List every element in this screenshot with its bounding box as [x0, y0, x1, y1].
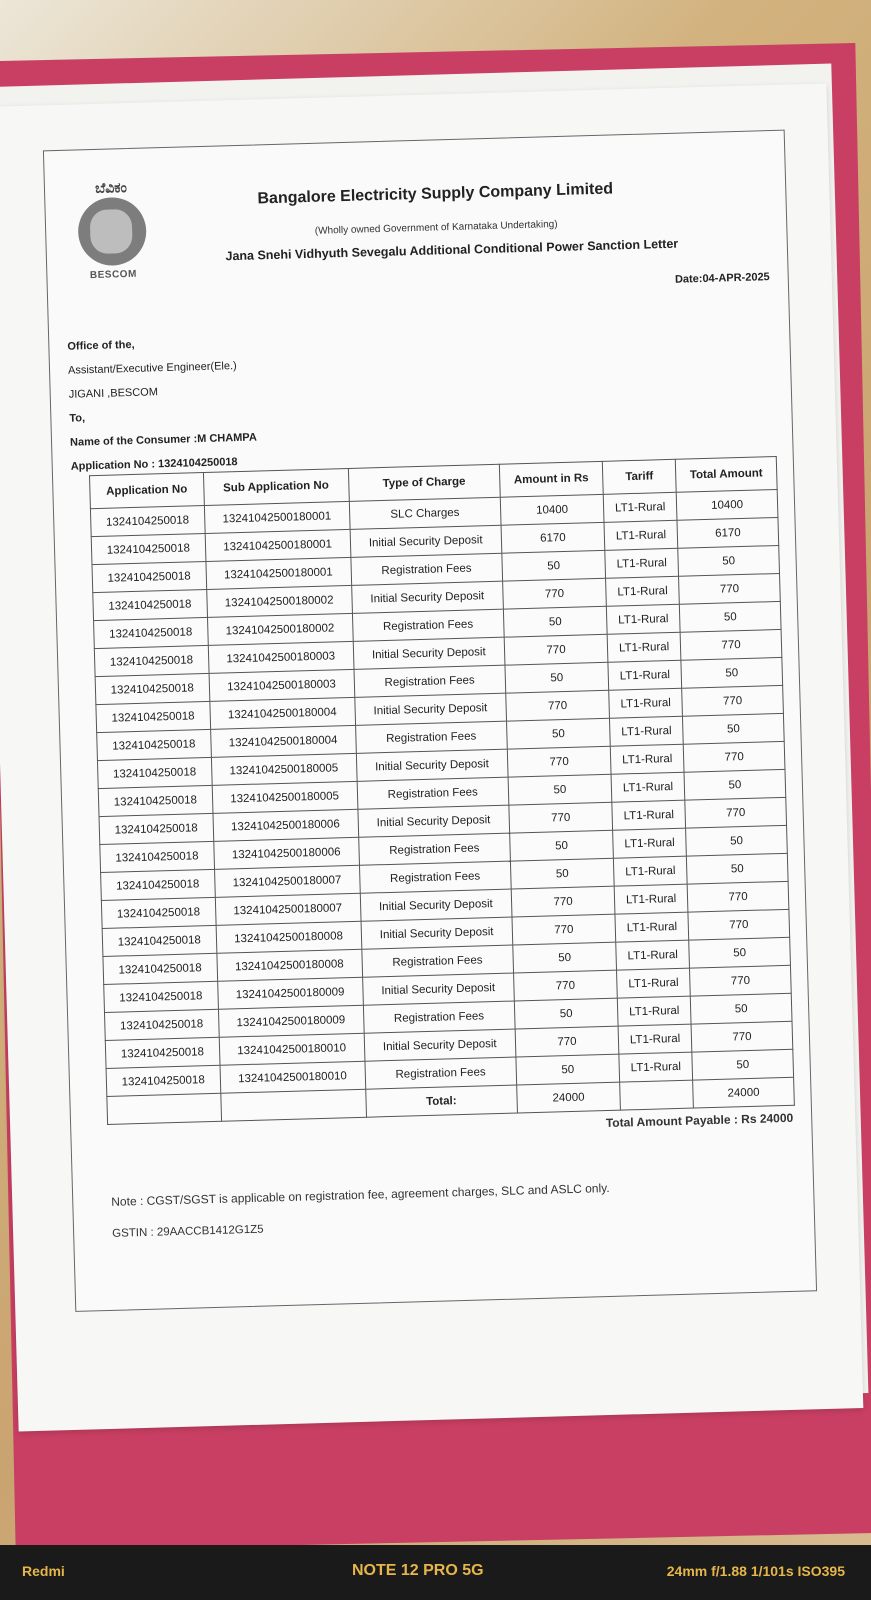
- tariff-cell: LT1-Rural: [611, 772, 685, 802]
- tariff-cell: LT1-Rural: [610, 744, 684, 774]
- sub-application-no-cell: 13241042500180002: [207, 613, 353, 645]
- tariff-cell: LT1-Rural: [609, 688, 683, 718]
- sub-application-no-cell: 13241042500180001: [204, 501, 350, 533]
- total-amount-cell: 50: [678, 545, 780, 576]
- amount-cell: 50: [505, 662, 609, 693]
- tariff-cell: LT1-Rural: [614, 884, 688, 914]
- letter-title: Jana Snehi Vidhyuth Sevegalu Additional Conditional Power Sanction Letter: [225, 236, 679, 264]
- total-amount-cell: 770: [690, 965, 792, 996]
- charge-type-cell: Initial Security Deposit: [351, 581, 503, 613]
- charges-table: [89, 456, 795, 1125]
- total-label: Total:: [365, 1085, 517, 1117]
- column-header: Total Amount: [675, 457, 777, 493]
- amount-cell: 770: [512, 914, 616, 945]
- charge-type-cell: Registration Fees: [357, 777, 509, 809]
- sub-application-no-cell: 13241042500180009: [217, 977, 363, 1009]
- total-amount-cell: 10400: [676, 489, 778, 520]
- tariff-cell: LT1-Rural: [618, 1024, 692, 1054]
- charge-type-cell: Registration Fees: [350, 553, 502, 585]
- tariff-cell: LT1-Rural: [607, 632, 681, 662]
- bescom-logo: [71, 178, 154, 280]
- sub-application-no-cell: 13241042500180001: [205, 529, 351, 561]
- amount-cell: 50: [506, 718, 610, 749]
- sub-application-no-cell: 13241042500180008: [216, 949, 362, 981]
- total-amount-cell: 50: [683, 713, 785, 744]
- application-number: Application No : 1324104250018: [70, 456, 238, 473]
- sub-application-no-cell: 13241042500180010: [220, 1061, 366, 1093]
- total-amount-payable: Total Amount Payable : Rs 24000: [605, 1110, 794, 1131]
- charge-type-cell: Registration Fees: [358, 833, 510, 865]
- column-header: Amount in Rs: [499, 461, 603, 497]
- total-amount-cell: 50: [689, 937, 791, 968]
- column-header: Type of Charge: [348, 464, 500, 501]
- application-no-cell: 1324104250018: [101, 869, 215, 900]
- sub-application-no-cell: 13241042500180003: [209, 669, 355, 701]
- tariff-cell: LT1-Rural: [617, 968, 691, 998]
- charge-type-cell: Registration Fees: [354, 665, 506, 697]
- application-no-cell: 1324104250018: [100, 841, 214, 872]
- application-no-cell: 1324104250018: [95, 673, 209, 704]
- sub-application-no-cell: 13241042500180002: [206, 585, 352, 617]
- designation: Assistant/Executive Engineer(Ele.): [67, 360, 237, 377]
- sub-application-no-cell: 13241042500180006: [213, 837, 359, 869]
- application-no-cell: 1324104250018: [90, 506, 204, 537]
- tariff-cell: LT1-Rural: [604, 520, 678, 550]
- application-no-cell: 1324104250018: [92, 561, 206, 592]
- sub-application-no-cell: 13241042500180010: [219, 1033, 365, 1065]
- tariff-cell: LT1-Rural: [616, 940, 690, 970]
- column-header: Sub Application No: [203, 468, 349, 505]
- sub-application-no-cell: 13241042500180005: [212, 781, 358, 813]
- amount-cell: 770: [515, 1026, 619, 1057]
- tariff-cell: LT1-Rural: [613, 856, 687, 886]
- undertaking-note: (Wholly owned Government of Karnataka Undertaking): [314, 219, 558, 237]
- application-no-cell: 1324104250018: [96, 701, 210, 732]
- total-amount-cell: 6170: [677, 517, 779, 548]
- total-amount-cell: 50: [679, 601, 781, 632]
- amount-cell: 770: [513, 970, 617, 1001]
- amount-cell: 770: [504, 634, 608, 665]
- tariff-cell: LT1-Rural: [613, 828, 687, 858]
- application-no-cell: 1324104250018: [101, 897, 215, 928]
- application-no-cell: 1324104250018: [106, 1065, 220, 1096]
- application-no-cell: 1324104250018: [104, 1009, 218, 1040]
- amount-cell: 50: [510, 858, 614, 889]
- amount-cell: 10400: [500, 494, 604, 525]
- amount-cell: 50: [508, 774, 612, 805]
- paper-sheet: [0, 83, 863, 1431]
- application-no-cell: 1324104250018: [104, 981, 218, 1012]
- gstin: GSTIN : 29AACCB1412G1Z5: [112, 1223, 264, 1240]
- application-no-cell: 1324104250018: [97, 729, 211, 760]
- camera-watermark-bar: [0, 1545, 871, 1600]
- tariff-cell: LT1-Rural: [606, 576, 680, 606]
- tariff-cell: LT1-Rural: [610, 716, 684, 746]
- sub-application-no-cell: 13241042500180009: [218, 1005, 364, 1037]
- total-empty-cell: [620, 1080, 694, 1110]
- total-amount: 24000: [693, 1077, 795, 1108]
- sub-application-no-cell: 13241042500180005: [211, 753, 357, 785]
- tariff-cell: LT1-Rural: [619, 1052, 693, 1082]
- total-amount-cell: 770: [680, 629, 782, 660]
- tariff-cell: LT1-Rural: [603, 492, 677, 522]
- tariff-cell: LT1-Rural: [606, 604, 680, 634]
- total-amount-cell: 50: [692, 1049, 794, 1080]
- tariff-cell: LT1-Rural: [605, 548, 679, 578]
- amount-cell: 50: [502, 550, 606, 581]
- logo-b-mark: [77, 197, 147, 267]
- application-no-cell: 1324104250018: [91, 533, 205, 564]
- charge-type-cell: Initial Security Deposit: [358, 805, 510, 837]
- consumer-name: Name of the Consumer :M CHAMPA: [69, 431, 257, 449]
- application-no-cell: 1324104250018: [102, 925, 216, 956]
- total-amount-cell: 770: [679, 573, 781, 604]
- application-no-cell: 1324104250018: [97, 757, 211, 788]
- tariff-cell: LT1-Rural: [617, 996, 691, 1026]
- total-amount-cell: 770: [691, 1021, 793, 1052]
- charge-type-cell: Registration Fees: [359, 861, 511, 893]
- logo-bescom-text: BESCOM: [89, 268, 138, 282]
- total-amount-cell: 50: [686, 853, 788, 884]
- sub-application-no-cell: 13241042500180007: [214, 865, 360, 897]
- amount-cell: 6170: [501, 522, 605, 553]
- amount-cell: 50: [513, 942, 617, 973]
- charge-type-cell: Registration Fees: [355, 721, 507, 753]
- total-amount-cell: 770: [685, 797, 787, 828]
- camera-settings: 24mm f/1.88 1/101s ISO395: [666, 1563, 845, 1579]
- sub-application-no-cell: 13241042500180004: [210, 725, 356, 757]
- tax-note: Note : CGST/SGST is applicable on registration fee, agreement charges, SLC and ASLC only.: [111, 1180, 610, 1209]
- column-header: Tariff: [602, 459, 676, 494]
- amount-cell: 50: [510, 830, 614, 861]
- total-amount-cell: 50: [681, 657, 783, 688]
- charge-type-cell: Initial Security Deposit: [361, 917, 513, 949]
- application-no-cell: 1324104250018: [93, 589, 207, 620]
- total-amount-cell: 770: [683, 741, 785, 772]
- sub-application-no-cell: 13241042500180003: [208, 641, 354, 673]
- application-no-cell: 1324104250018: [94, 617, 208, 648]
- charge-type-cell: Registration Fees: [352, 609, 504, 641]
- camera-model: NOTE 12 PRO 5G: [352, 1562, 484, 1579]
- total-amount-cell: 50: [690, 993, 792, 1024]
- sub-application-no-cell: 13241042500180001: [205, 557, 351, 589]
- sanction-letter: [43, 130, 817, 1312]
- charge-type-cell: Registration Fees: [361, 945, 513, 977]
- charge-type-cell: Initial Security Deposit: [360, 889, 512, 921]
- total-amount-cell: 770: [682, 685, 784, 716]
- amount-cell: 770: [511, 886, 615, 917]
- charge-type-cell: Initial Security Deposit: [362, 973, 514, 1005]
- amount-cell: 770: [506, 690, 610, 721]
- charge-type-cell: Initial Security Deposit: [356, 749, 508, 781]
- charge-type-cell: Registration Fees: [365, 1057, 517, 1089]
- application-no-cell: 1324104250018: [105, 1037, 219, 1068]
- charge-type-cell: Initial Security Deposit: [350, 525, 502, 557]
- tariff-cell: LT1-Rural: [612, 800, 686, 830]
- sub-application-no-cell: 13241042500180008: [216, 921, 362, 953]
- table-body: [90, 489, 793, 1096]
- camera-brand: Redmi: [22, 1563, 65, 1579]
- total-amount-rs: 24000: [517, 1082, 621, 1113]
- amount-cell: 770: [509, 802, 613, 833]
- amount-cell: 50: [514, 998, 618, 1029]
- application-no-cell: 1324104250018: [94, 645, 208, 676]
- amount-cell: 50: [516, 1054, 620, 1085]
- charge-type-cell: Registration Fees: [363, 1001, 515, 1033]
- tariff-cell: LT1-Rural: [608, 660, 682, 690]
- sub-application-no-cell: 13241042500180007: [215, 893, 361, 925]
- total-amount-cell: 770: [687, 881, 789, 912]
- total-amount-cell: 50: [686, 825, 788, 856]
- amount-cell: 770: [507, 746, 611, 777]
- amount-cell: 50: [503, 606, 607, 637]
- tariff-cell: LT1-Rural: [615, 912, 689, 942]
- amount-cell: 770: [502, 578, 606, 609]
- charge-type-cell: Initial Security Deposit: [364, 1029, 516, 1061]
- total-empty-cell: [107, 1093, 221, 1124]
- charge-type-cell: Initial Security Deposit: [353, 637, 505, 669]
- office-of: Office of the,: [67, 338, 135, 353]
- to-line: To,: [69, 412, 86, 425]
- logo-kannada-text: ಬೆವಿಕಂ: [94, 179, 128, 196]
- office-location: JIGANI ,BESCOM: [68, 386, 159, 401]
- charge-type-cell: Initial Security Deposit: [354, 693, 506, 725]
- sub-application-no-cell: 13241042500180004: [209, 697, 355, 729]
- application-no-cell: 1324104250018: [103, 953, 217, 984]
- sub-application-no-cell: 13241042500180006: [213, 809, 359, 841]
- application-no-cell: 1324104250018: [98, 785, 212, 816]
- total-amount-cell: 50: [684, 769, 786, 800]
- application-no-cell: 1324104250018: [99, 813, 213, 844]
- company-name: Bangalore Electricity Supply Company Limited: [257, 180, 614, 208]
- total-amount-cell: 770: [688, 909, 790, 940]
- letter-date: Date:04-APR-2025: [674, 271, 770, 286]
- charge-type-cell: SLC Charges: [349, 497, 501, 529]
- total-empty-cell: [220, 1089, 366, 1121]
- column-header: Application No: [90, 473, 204, 509]
